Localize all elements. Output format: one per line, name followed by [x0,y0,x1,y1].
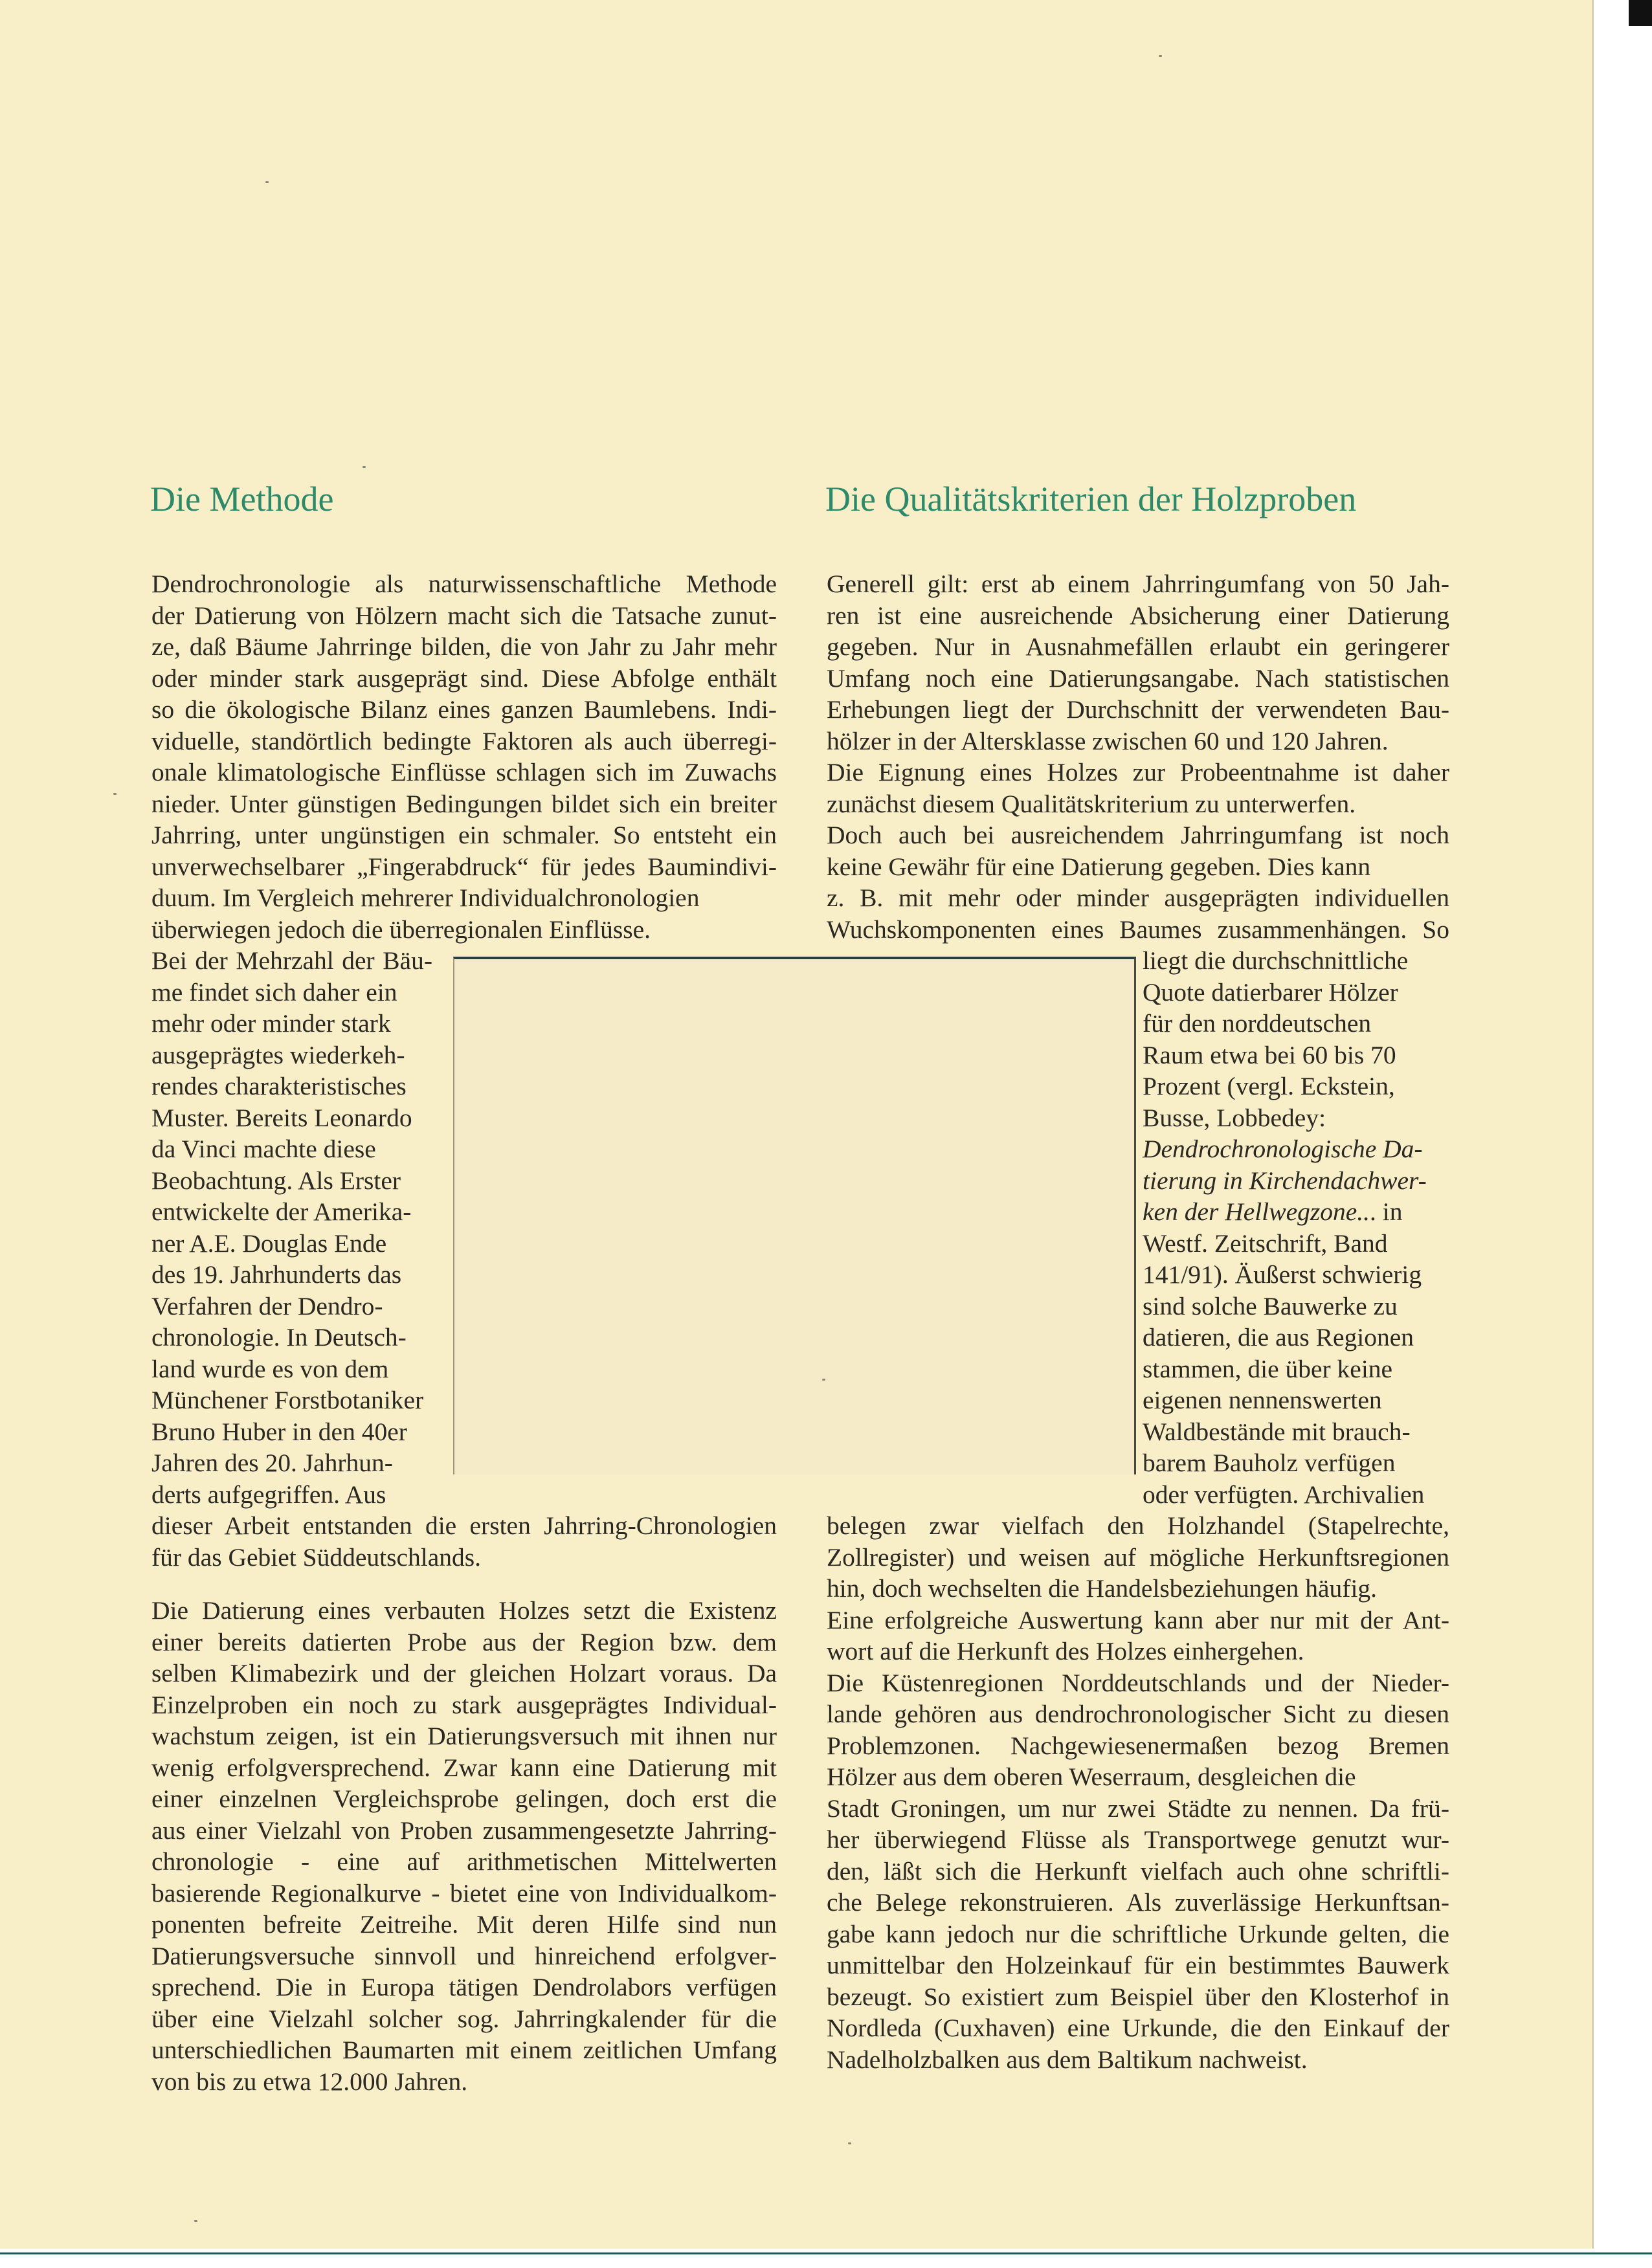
text-line: derts aufgegriffen. Aus [151,1480,386,1509]
text-line: basierende Regionalkurve - bietet eine von Individualkom- [151,1878,777,1907]
text-line: selben Klimabezirk und der gleichen Holzart voraus. Da [151,1659,777,1687]
text-line: von bis zu etwa 12.000 Jahren. [151,2067,468,2096]
text-line: Beobachtung. Als Erster [151,1166,401,1195]
text-line: wenig erfolgversprechend. Zwar kann eine Datierung mit [151,1753,777,1782]
text-line: chronologie - eine auf arithmetischen Mittelwerten [151,1847,777,1876]
text-line: für den norddeutschen [1143,1009,1372,1038]
paper-speck [363,466,366,468]
text-line: entwickelte der Amerika- [151,1197,412,1226]
text-line: ze, daß Bäume Jahrringe bilden, die von Jahr zu Jahr mehr [151,632,777,661]
text-line: Nadelholzbalken aus dem Baltikum nachweist. [827,2045,1308,2074]
methode-paragraph-2 [151,1595,777,2097]
qualitaet-paragraph-1 [827,568,1449,2075]
text-line: so die ökologische Bilanz eines ganzen Baumlebens. Indi- [151,695,777,724]
text-line: viduelle, standörtlich bedingte Faktoren als auch überregi- [151,726,777,755]
text-line: ner A.E. Douglas Ende [151,1228,387,1258]
text-line: für das Gebiet Süddeutschlands. [151,1542,482,1572]
text-line: Die Eignung eines Holzes zur Probeentnahme ist daher [827,758,1449,786]
text-line: rendes charakteristisches [151,1072,407,1100]
paper-speck [113,793,117,795]
text-line [827,1196,1449,1228]
citation-title: tierung in Kirchendachwer- [1143,1166,1427,1195]
text-line: che Belege rekonstruieren. Als zuverlässige Herkunftsan- [827,1888,1449,1917]
text-line: Bruno Huber in den 40er [151,1417,407,1446]
text-line: mehr oder minder stark [151,1009,391,1038]
text-line: z. B. mit mehr oder minder ausgeprägten individuellen [827,884,1449,912]
text-line: Busse, Lobbedey: [1143,1103,1326,1132]
text-line: Zollregister) und weisen auf mögliche Herkunftsregionen [827,1542,1449,1572]
text-line: hin, doch wechselten die Handelsbeziehungen häufig. [827,1574,1378,1603]
text-line: über eine Vielzahl solcher sog. Jahrringkalender für die [151,2004,777,2033]
text-line: Hölzer aus dem oberen Weserraum, desgleichen die [827,1762,1356,1791]
text-line: da Vinci machte diese [151,1135,376,1163]
paper-speck [822,1379,825,1381]
text-line: chronologie. In Deutsch- [151,1323,407,1351]
heading-qualitaetskriterien: Die Qualitätskriterien der Holzproben [825,480,1357,518]
text-line: ren ist eine ausreichende Absicherung einer Datierung [827,601,1449,630]
text-line: onale klimatologische Einflüsse schlagen sich im Zuwachs [151,758,777,786]
text-line: Verfahren der Dendro- [151,1291,383,1320]
text-line: einer bereits datierten Probe aus der Region bzw. dem [151,1627,777,1656]
text-line: Die Küstenregionen Norddeutschlands und der Nieder- [827,1668,1449,1697]
text-line: lande gehören aus dendrochronologischer Sicht zu diesen [827,1700,1449,1728]
text-line: Umfang noch eine Datierungsangabe. Nach statistischen [827,663,1449,693]
methode-paragraph-1 [151,568,777,1573]
paper-speck [848,2142,851,2144]
text-line: 141/91). Äußerst schwierig [1143,1260,1422,1289]
text-line: Problemzonen. Nachgewiesenermaßen bezog Bremen [827,1731,1449,1760]
text-line: zunächst diesem Qualitätskriterium zu unterwerfen. [827,789,1356,818]
paper-speck [194,2220,197,2222]
text-line: barem Bauholz verfügen [1143,1449,1396,1477]
text-line: hölzer in der Altersklasse zwischen 60 und 120 Jahren. [827,726,1389,755]
text-line: Westf. Zeitschrift, Band [1143,1228,1388,1258]
citation-suffix: . in [1370,1197,1403,1226]
text-line: Münchener Forstbotaniker [151,1386,424,1414]
text-line: aus einer Vielzahl von Proben zusammengesetzte Jahrring- [151,1816,777,1845]
text-line: nieder. Unter günstigen Bedingungen bildet sich ein breiter [151,789,777,818]
text-line: dieser Arbeit entstanden die ersten Jahrring-Chronologien [151,1511,777,1540]
heading-die-methode: Die Methode [150,480,334,518]
citation-title: ken der Hellwegzone.. [1143,1197,1370,1226]
text-line: Quote datierbarer Hölzer [1143,977,1398,1006]
text-line: sind solche Bauwerke zu [1143,1291,1398,1320]
text-line: bezeugt. So existiert zum Beispiel über den Klosterhof in [827,1982,1449,2011]
text-line: Die Datierung eines verbauten Holzes setzt die Existenz [151,1596,777,1625]
text-line: unverwechselbarer „Fingerabdruck“ für jedes Baumindivi- [151,852,777,881]
text-line: den, läßt sich die Herkunft vielfach auch ohne schriftli- [827,1856,1449,1885]
text-line: unterschiedlichen Baumarten mit einem zeitlichen Umfang [151,2036,777,2064]
text-line: Waldbestände mit brauch- [1143,1417,1411,1446]
bottom-rule [0,2252,1652,2254]
text-line: Eine erfolgreiche Auswertung kann aber nur mit der Ant- [827,1605,1449,1634]
text-line: des 19. Jahrhunderts das [151,1260,402,1289]
text-line: wachstum zeigen, ist ein Datierungsversuch mit ihnen nur [151,1722,777,1750]
text-line: Generell gilt: erst ab einem Jahrringumfang von 50 Jah- [827,570,1449,598]
text-line: Dendrochronologie als naturwissenschaftliche Methode [151,570,777,598]
scan-edge [1629,0,1652,26]
text-line: me findet sich daher ein [151,977,397,1006]
text-line: keine Gewähr für eine Datierung gegeben. Dies kann [827,852,1371,881]
text-line [827,1133,1449,1165]
paper-speck [1159,55,1162,57]
text-line: Prozent (vergl. Eckstein, [1143,1072,1395,1100]
text-line: datieren, die aus Regionen [1143,1323,1414,1351]
text-line: ausgeprägtes wiederkeh- [151,1040,405,1069]
text-line: her überwiegend Flüsse als Transportwege genutzt wur- [827,1825,1449,1854]
text-line: Stadt Groningen, um nur zwei Städte zu nennen. Da frü- [827,1794,1449,1823]
text-line: Raum etwa bei 60 bis 70 [1143,1040,1396,1069]
text-line: belegen zwar vielfach den Holzhandel (Stapelrechte, [827,1511,1449,1540]
text-line: Datierungsversuche sinnvoll und hinreichend erfolgver- [151,1941,777,1970]
text-line: oder minder stark ausgeprägt sind. Diese Abfolge enthält [151,663,777,693]
text-line: Jahren des 20. Jahrhun- [151,1449,393,1477]
text-line: gegeben. Nur in Ausnahmefällen erlaubt ein geringerer [827,632,1449,661]
text-line: land wurde es von dem [151,1354,389,1383]
text-line [827,1165,1449,1197]
text-line: Wuchskomponenten eines Baumes zusammenhängen. So [827,915,1449,944]
text-line: sprechend. Die in Europa tätigen Dendrolabors verfügen [151,1973,777,2001]
text-line: Nordleda (Cuxhaven) eine Urkunde, die den Einkauf der [827,2014,1449,2042]
text-line: unmittelbar den Holzeinkauf für ein bestimmtes Bauwerk [827,1951,1449,1979]
text-line: Doch auch bei ausreichendem Jahrringumfang ist noch [827,821,1449,849]
text-line: überwiegen jedoch die überregionalen Einflüsse. [151,915,651,944]
text-line: eigenen nennenswerten [1143,1386,1382,1414]
text-line: wort auf die Herkunft des Holzes einhergehen. [827,1637,1304,1665]
text-line: Erhebungen liegt der Durchschnitt der verwendeten Bau- [827,695,1449,724]
paper-speck [265,181,269,183]
text-line: duum. Im Vergleich mehrerer Individualchronologien [151,884,700,912]
citation-title: Dendrochronologische Da- [1143,1135,1423,1163]
text-line: Einzelproben ein noch zu stark ausgeprägtes Individual- [151,1690,777,1719]
text-line: liegt die durchschnittliche [1143,946,1409,975]
text-line: oder verfügten. Archivalien [1143,1480,1425,1509]
text-line: ponenten befreite Zeitreihe. Mit deren Hilfe sind nun [151,1910,777,1939]
text-line: stammen, die über keine [1143,1354,1393,1383]
text-line: der Datierung von Hölzern macht sich die Tatsache zunut- [151,601,777,630]
text-line: gabe kann jedoch nur die schriftliche Urkunde gelten, die [827,1919,1449,1948]
text-line: Muster. Bereits Leonardo [151,1103,412,1132]
text-line: Bei der Mehrzahl der Bäu- [151,946,432,975]
text-line: einer einzelnen Vergleichsprobe gelingen, doch erst die [151,1784,777,1813]
text-line: Jahrring, unter ungünstigen ein schmaler. So entsteht ein [151,821,777,849]
